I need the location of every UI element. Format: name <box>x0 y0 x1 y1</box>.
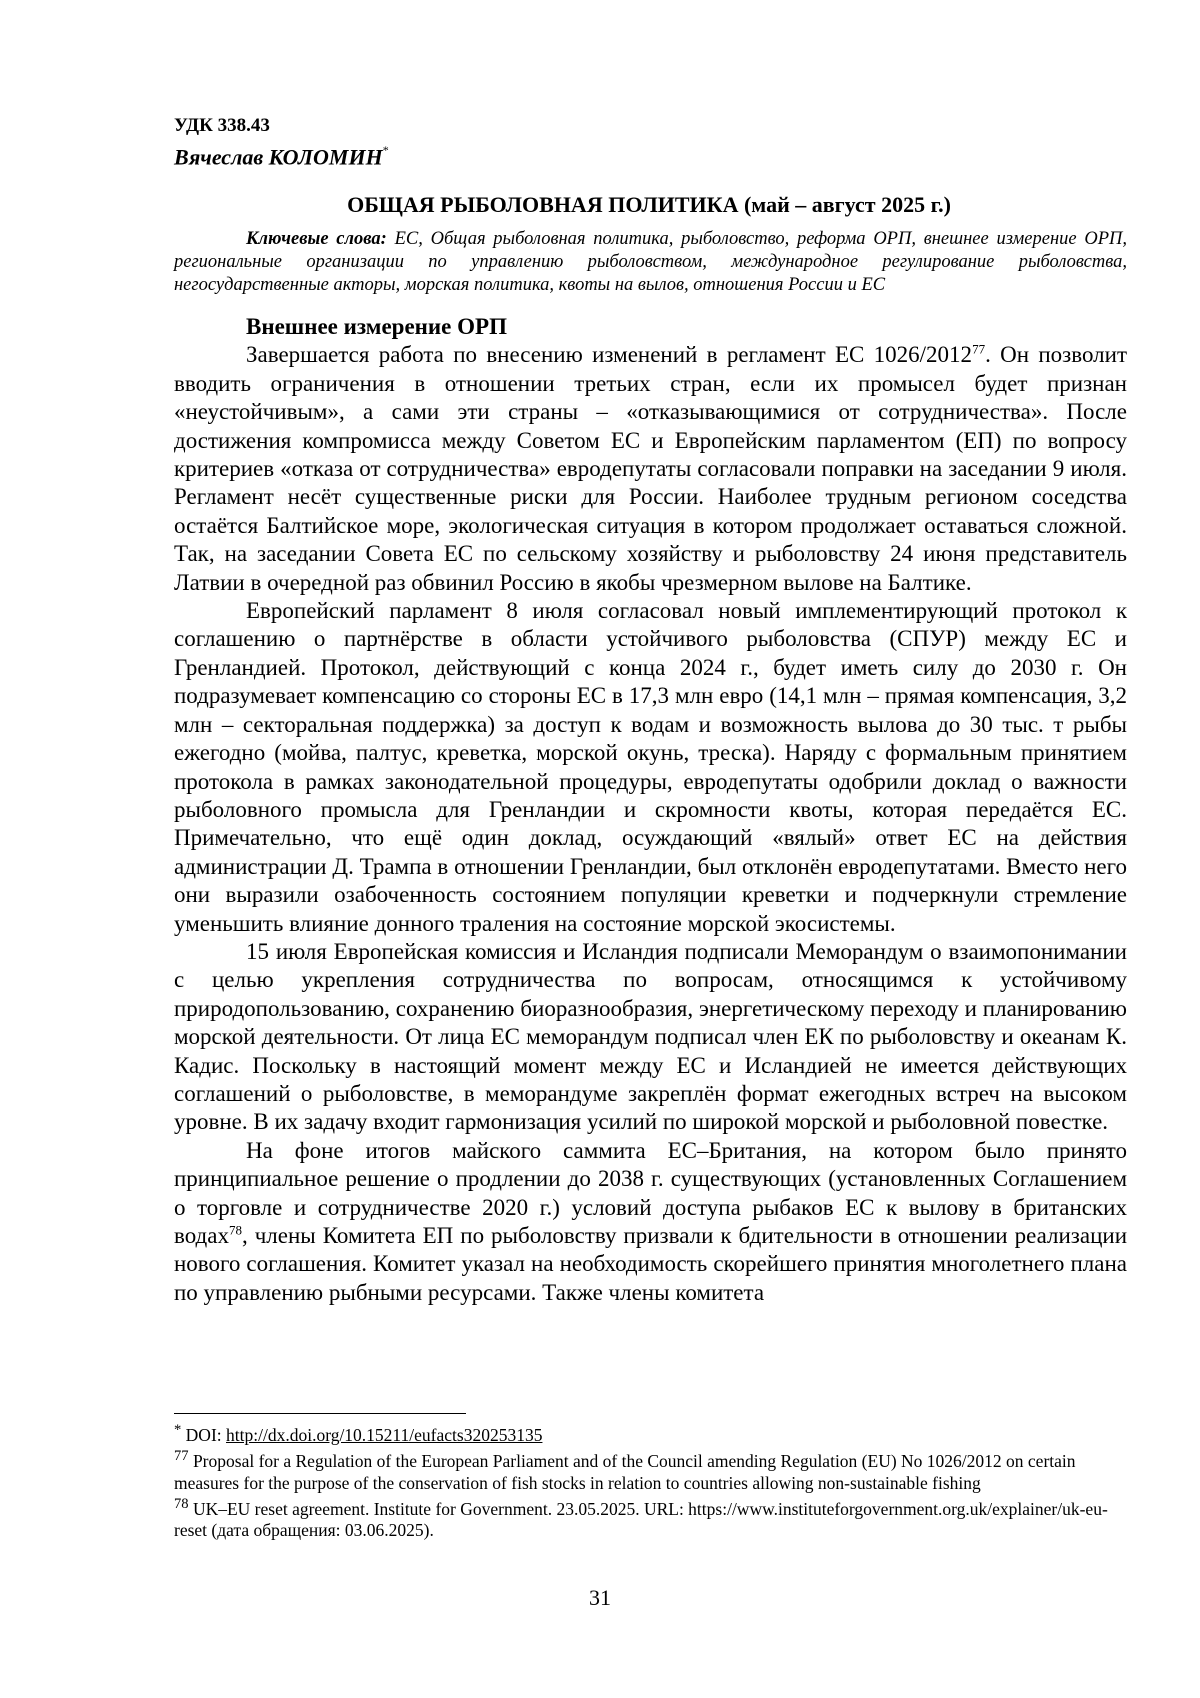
author-footnote-mark[interactable]: * <box>382 143 389 157</box>
footnote-78-mark: 78 <box>174 1496 189 1513</box>
footnote-78-text: UK–EU reset agreement. Institute for Government. 23.05.2025. URL: https://www.instituteforgovernment.org.uk/explainer/uk-eu-reset (дата обращения: 03.06.2025). <box>174 1498 1108 1541</box>
footnote-77-text: Proposal for a Regulation of the European Parliament and of the Council amending Regulation (EU) No 1026/2012 on certain measures for the purpose of the conservation of fish stocks in relation to countries allowing non-sustainable fishing <box>174 1451 1076 1493</box>
author-text: Вячеслав КОЛОМИН <box>174 144 383 170</box>
paragraph-4-text-a: На фоне итогов майского саммита ЕС–Британия, на котором было принято принципиальное решение о продлении до 2038 г. существующих (установленных Соглашением о торговле и сотрудничестве 2020 г.) условий доступа рыбаков ЕС к вылову в британских водах <box>174 1137 1127 1248</box>
footnotes <box>174 1420 1127 1542</box>
paragraph-3: 15 июля Европейская комиссия и Исландия подписали Меморандум о взаимопонимании с целью укрепления сотрудничества по вопросам, относящимся к устойчивому природопользованию, сохранению биоразнообразия, энергетическому переходу и планированию морской деятельности. От лица ЕС меморандум подписал член ЕК по рыболовству и океанам К. Кадис. Поскольку в настоящий момент между ЕС и Исландией не имеется действующих соглашений о рыболовстве, в меморандуме закреплён формат ежегодных встреч на высоком уровне. В их задачу входит гармонизация усилий по широкой морской и рыболовной повестке. <box>174 938 1127 1135</box>
footnote-doi-label: DOI: <box>181 1424 227 1445</box>
author-name <box>174 138 389 171</box>
keywords <box>174 228 1127 297</box>
footnote-77 <box>174 1446 1127 1494</box>
paragraph-4 <box>174 1137 1127 1307</box>
footnote-ref-77[interactable]: 77 <box>972 341 986 357</box>
footnote-doi-mark: * <box>174 1422 182 1438</box>
footnote-doi <box>174 1420 1127 1446</box>
doi-link[interactable]: http://dx.doi.org/10.15211/eufacts320253135 <box>226 1424 543 1445</box>
paragraph-2: Европейский парламент 8 июля согласовал новый имплементирующий протокол к соглашению о партнёрстве в области устойчивого рыболовства (СПУР) между ЕС и Гренландией. Протокол, действующий с конца 2024 г., будет иметь силу до 2030 г. Он подразумевает компенсацию со стороны ЕС в 17,3 млн евро (14,1 млн – прямая компенсация, 3,2 млн – секторальная поддержка) за доступ к водам и возможность вылова до 30 тыс. т рыбы ежегодно (мойва, палтус, креветка, морской окунь, треска). Наряду с формальным принятием протокола в рамках законодательной процедуры, евродепутаты одобрили доклад о важности рыболовного промысла для Гренландии и скромности квоты, которая передаётся ЕС. Примечательно, что ещё один доклад, осуждающий «вялый» ответ ЕС на действия администрации Д. Трампа в отношении Гренландии, был отклонён евродепутатами. Вместо него они выразили озабоченность состоянием популяции креветки и подчеркнули стремление уменьшить влияние донного траления на состояние морской экосистемы. <box>174 598 1127 936</box>
footnote-77-mark: 77 <box>174 1448 189 1465</box>
footnote-ref-78[interactable]: 78 <box>228 1222 242 1238</box>
footnote-divider <box>174 1413 466 1414</box>
footnote-78 <box>174 1494 1127 1542</box>
paragraph-1-text-b: . Он позволит вводить ограничения в отношении третьих стран, если их промысел будет признан «неустойчивым», а сами эти страны – «отказывающимися от сотрудничества». После достижения компромисса между Советом ЕС и Европейским парламентом (ЕП) по вопросу критериев «отказа от сотрудничества» евродепутаты согласовали поправки на заседании 9 июля. Регламент несёт существенные риски для России. Наиболее трудным регионом соседства остаётся Балтийское море, экологическая ситуация в котором продолжает оставаться сложной. Так, на заседании Совета ЕС по сельскому хозяйству и рыболовству 24 июня представитель Латвии в очередной раз обвинил Россию в якобы чрезмерном вылове на Балтике. <box>174 342 1127 595</box>
article-body <box>174 313 1127 1307</box>
udk-code: УДК 338.43 <box>174 115 270 136</box>
section-heading: Внешнее измерение ОРП <box>246 314 507 339</box>
paragraph-1 <box>174 341 1127 597</box>
article-title: ОБЩАЯ РЫБОЛОВНАЯ ПОЛИТИКА (май – август 2025 г.) <box>347 192 951 217</box>
paragraph-4-text-b: , члены Комитета ЕП по рыболовству призвали к бдительности в отношении реализации нового соглашения. Комитет указал на необходимость скорейшего принятия многолетнего плана по управлению рыбными ресурсами. Также члены комитета <box>174 1223 1127 1305</box>
page-number: 31 <box>589 1585 611 1610</box>
keywords-label: Ключевые слова: <box>246 229 387 249</box>
keywords-text: ЕС, Общая рыболовная политика, рыболовство, реформа ОРП, внешнее измерение ОРП, региональные организации по управлению рыболовством, международное регулирование рыболовства, негосударственные акторы, морская политика, квоты на вылов, отношения России и ЕС <box>174 229 1127 295</box>
paragraph-1-text-a: Завершается работа по внесению изменений в регламент ЕС 1026/2012 <box>246 342 973 368</box>
